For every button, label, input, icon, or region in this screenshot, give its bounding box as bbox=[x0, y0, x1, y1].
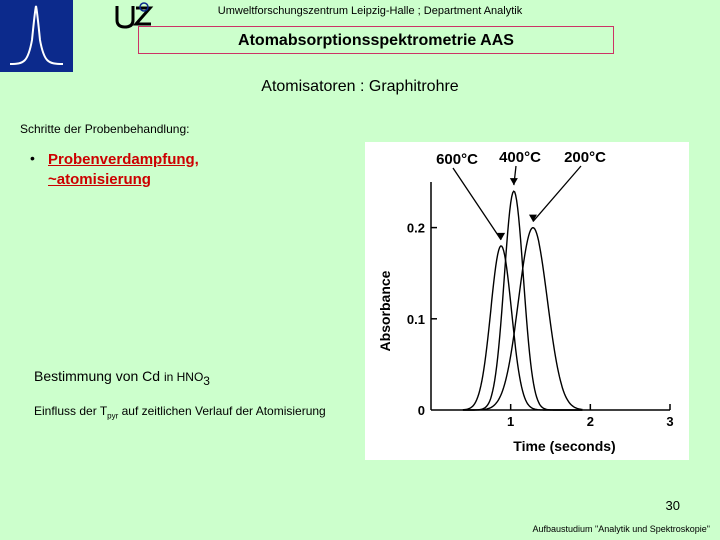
y-axis-label: Absorbance bbox=[377, 270, 393, 352]
cd-determination-text bbox=[34, 368, 210, 388]
page-number: 30 bbox=[665, 498, 680, 513]
y-tick-label: 0.1 bbox=[406, 311, 425, 327]
series-label: 400°C bbox=[499, 149, 541, 166]
series-label: 200°C bbox=[564, 149, 606, 166]
series-label: 600°C bbox=[436, 151, 478, 168]
x-tick-label: 1 bbox=[507, 414, 515, 429]
series-arrow bbox=[453, 168, 501, 240]
series-arrow bbox=[533, 166, 581, 222]
y-tick-label: 0.2 bbox=[406, 220, 425, 236]
steps-heading: Schritte der Probenbehandlung: bbox=[20, 122, 190, 136]
influence-suffix: auf zeitlichen Verlauf der Atomisierung bbox=[118, 404, 326, 418]
bullet-icon: • bbox=[30, 150, 35, 166]
series-arrowhead bbox=[510, 178, 518, 185]
bullet-text bbox=[48, 150, 199, 190]
institute-header: Umweltforschungszentrum Leipzig-Halle ; Department Analytik bbox=[217, 5, 523, 17]
peak-logo-icon bbox=[0, 0, 73, 72]
x-axis-label: Time (seconds) bbox=[513, 438, 616, 454]
cd-prefix: Bestimmung von Cd bbox=[34, 368, 164, 384]
cd-suffix: in HNO bbox=[163, 370, 204, 384]
x-tick-label: 3 bbox=[666, 414, 674, 429]
ufz-logo-box bbox=[0, 0, 73, 72]
bullet-text-line1: Probenverdampfung, bbox=[48, 151, 199, 168]
footer-text: Aufbaustudium "Analytik und Spektroskopie" bbox=[532, 524, 710, 534]
chart-svg bbox=[365, 142, 689, 460]
slide-subtitle: Atomisatoren : Graphitrohre bbox=[261, 78, 459, 95]
cd-subscript: 3 bbox=[203, 373, 210, 388]
influence-subscript: pyr bbox=[107, 411, 119, 421]
influence-text bbox=[34, 404, 326, 420]
slide-title: Atomabsorptionsspektrometrie AAS bbox=[138, 26, 614, 54]
y-tick-label: 0 bbox=[417, 403, 425, 418]
x-tick-label: 2 bbox=[586, 414, 594, 429]
atomization-chart bbox=[365, 142, 689, 460]
bullet-text-line2: ~atomisierung bbox=[48, 171, 151, 188]
influence-prefix: Einfluss der T bbox=[34, 404, 108, 418]
series-line bbox=[463, 191, 583, 410]
